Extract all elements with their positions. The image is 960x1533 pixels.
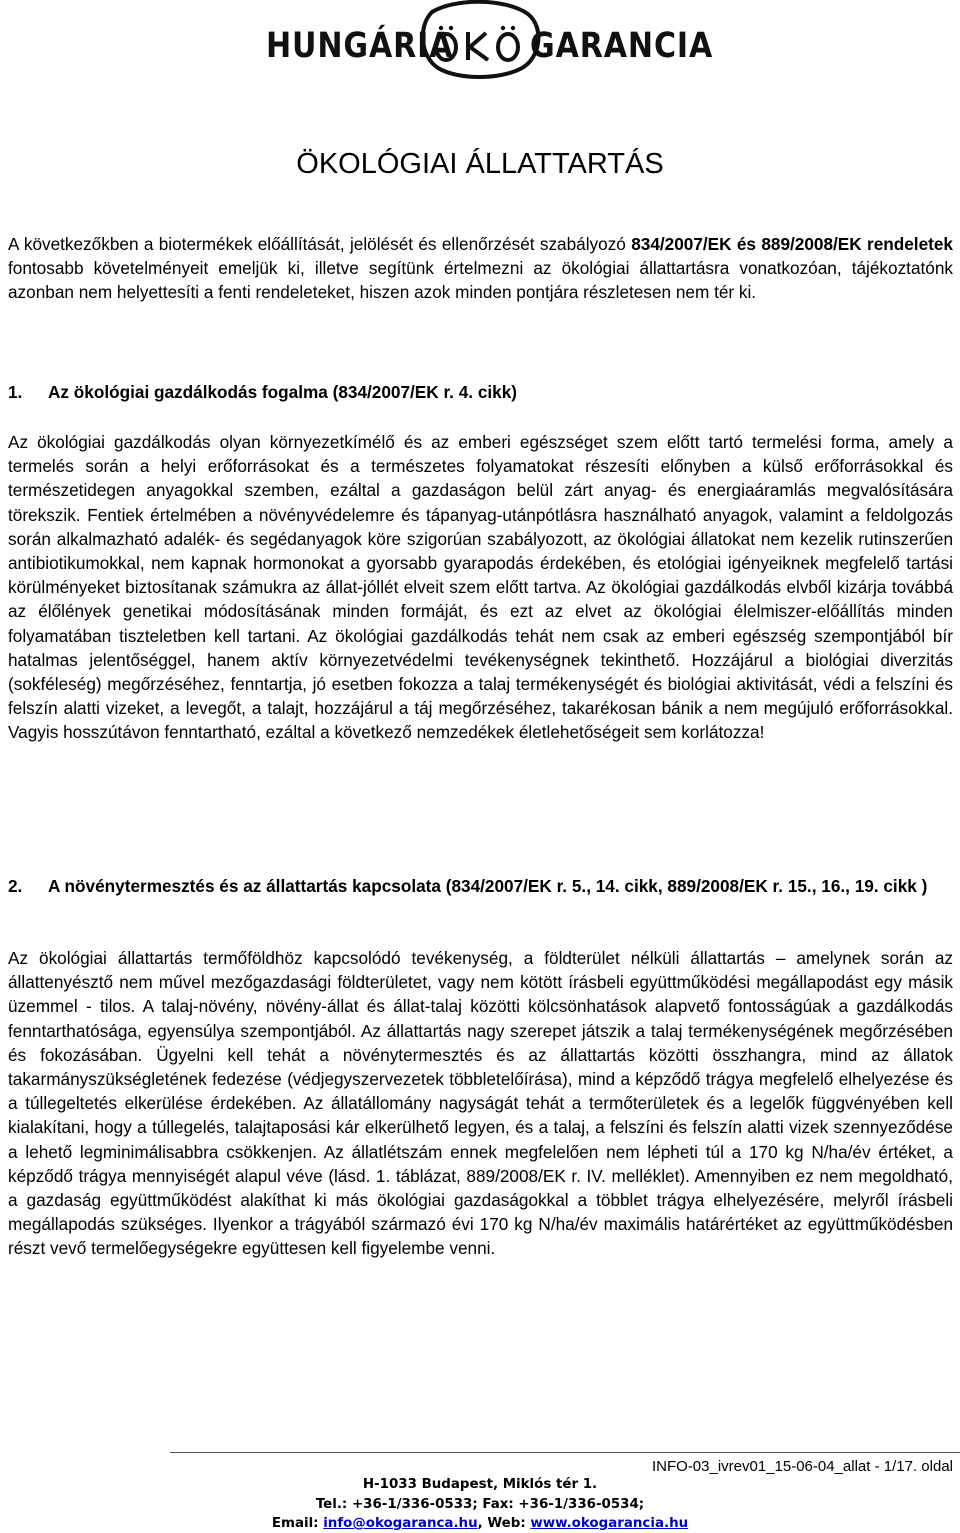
footer-phone-fax: Tel.: +36-1/336-0533; Fax: +36-1/336-0534; bbox=[315, 1497, 645, 1512]
section-1-heading bbox=[0, 380, 960, 404]
intro-text-b: fontosabb követelményeit emeljük ki, illetve segítünk értelmezni az ökológiai állattartásra vonatkozóan, tájékoztatónk azonban nem helyettesíti a fenti rendeleteket, hiszen azok minden pontjára részletesen nem tér ki. bbox=[8, 258, 953, 303]
section-1-title: Az ökológiai gazdálkodás fogalma (834/2007/EK r. 4. cikk) bbox=[48, 382, 518, 402]
footer-web-link[interactable]: www.okogarancia.hu bbox=[530, 1516, 689, 1531]
footer-email-label: Email: bbox=[271, 1516, 324, 1531]
section-2-title: A növénytermesztés és az állattartás kapcsolata (834/2007/EK r. 5., 14. cikk, 889/2008/EK r. 15., 16., 19. cikk ) bbox=[48, 876, 928, 896]
footer-web-label: , Web: bbox=[477, 1516, 531, 1531]
intro-text-a: A következőkben a biotermékek előállítását, jelölését és ellenőrzését szabályozó bbox=[8, 234, 632, 254]
section-1-number: 1. bbox=[8, 382, 23, 402]
footer-address: H-1033 Budapest, Miklós tér 1. bbox=[362, 1477, 598, 1492]
brand-right-word: GARANCIA bbox=[530, 26, 714, 66]
section-1-body: Az ökológiai gazdálkodás olyan környezetkímélő és az emberi egészséget szem előtt tartó termelési forma, amely a termelés során a helyi erőforrásokat és a természetes folyamatokat részesíti előnyben a külső erőforrásokkal és természetidegen anyagokkal szemben, ezáltal a gazdaságon belül zárt anyag- és energiaáramlás megvalósítására törekszik. Fentiek értelmében a növényvédelemre és tápanyag-utánpótlásra használható anyagok, valamint a feldolgozás során alkalmazható adalék- és segédanyagok köre szigorúan szabályozott, az ökológiai állatokat nem kezelik rutinszerűen antibiotikumokkal, nem kapnak hormonokat a gyorsabb gyarapodás érdekében, és etológiai igényeiknek megfelelő tartási körülményeket biztosítanak számukra az állat-jóllét elveit szem előtt tartva. Az ökológiai gazdálkodás elvből kizárja továbbá az élőlények genetikai módosításának minden formáját, és ezt az elvet az ökológiai élelmiszer-előállítás minden folyamatában tiszteletben kell tartani. Az ökológiai gazdálkodás tehát nem csak az emberi egészség szempontjából bír hatalmas jelentőséggel, hanem aktív környezetvédelmi tevékenységnek tekinthető. Hozzájárul a biológiai diverzitás (sokféleség) megőrzéséhez, fenntartja, jó esetben fokozza a talaj termékenységét és biológiai aktivitását, védi a felszíni és felszín alatti vizeket, a levegőt, a talajt, hozzájárul a táj megőrzéséhez, takarékosan bánik a nem megújuló erőforrásokkal. Vagyis hosszútávon fenntartható, ezáltal a következő nemzedékek életlehetőségeit sem korlátozza! bbox=[8, 432, 953, 743]
section-2-number: 2. bbox=[8, 876, 23, 896]
section-2-heading bbox=[0, 874, 960, 922]
company-logo bbox=[0, 0, 960, 78]
oko-mark-icon bbox=[0, 0, 960, 78]
footer-email-link[interactable]: info@okogaranca.hu bbox=[323, 1516, 478, 1531]
page-title: ÖKOLÓGIAI ÁLLATTARTÁS bbox=[296, 148, 664, 180]
intro-bold-regulations: 834/2007/EK és 889/2008/EK rendeletek bbox=[631, 234, 953, 254]
footer-contact bbox=[0, 1515, 960, 1533]
footer-divider bbox=[170, 1452, 960, 1453]
footer-document-reference: INFO-03_ivrev01_15-06-04_allat - 1/17. oldal bbox=[651, 1458, 953, 1475]
intro-paragraph bbox=[8, 232, 953, 305]
section-2-body: Az ökológiai állattartás termőföldhöz kapcsolódó tevékenység, a földterület nélküli állattartás – amelynek során az állattenyésztő nem művel mezőgazdasági földterületet, vagy nem kötött írásbeli együttműködési megállapodást egy másik üzemmel - tilos. A talaj-növény, növény-állat és állat-talaj közötti kölcsönhatások alapvető fontosságúak a gazdálkodás fenntarthatósága, egyensúlya szempontjából. Az állattartás nagy szerepet játszik a talaj termékenységének megőrzésében és fokozásában. Ügyelni kell tehát a növénytermesztés és az állattartás közötti összhangra, mind az állatok takarmányszükségletének fedezése (védjegyszervezetek többletelőírása), mind a képződő trágya megfelelő elhelyezése és a túllegeltetés elkerülése érdekében. Az állatállomány nagyságát tehát a termőterületek és a legelők függvényében kell kialakítani, hogy a túllegelés, talajtaposási kár elkerülhető legyen, és a talaj, a felszíni és felszín alatti vizek szennyeződése a lehető legminimálisabbra csökkenjen. Az állatlétszám ennek megfelelően nem lépheti túl a 170 kg N/ha/év értéket, a képződő trágya mennyiségét alapul véve (lásd. 1. táblázat, 889/2008/EK r. IV. melléklet). Amennyiben ez nem megoldható, a gazdaság együttműködést alakíthat ki más ökológiai gazdaságokkal a többlet trágya elhelyezésére, melyről írásbeli megállapodás szükséges. Ilyenkor a trágyából származó évi 170 kg N/ha/év maximális határértéket az együttműködésben részt vevő termelőegységekre együttesen kell figyelembe venni. bbox=[8, 948, 953, 1259]
brand-left-word: HUNGÁRIA bbox=[266, 26, 454, 66]
